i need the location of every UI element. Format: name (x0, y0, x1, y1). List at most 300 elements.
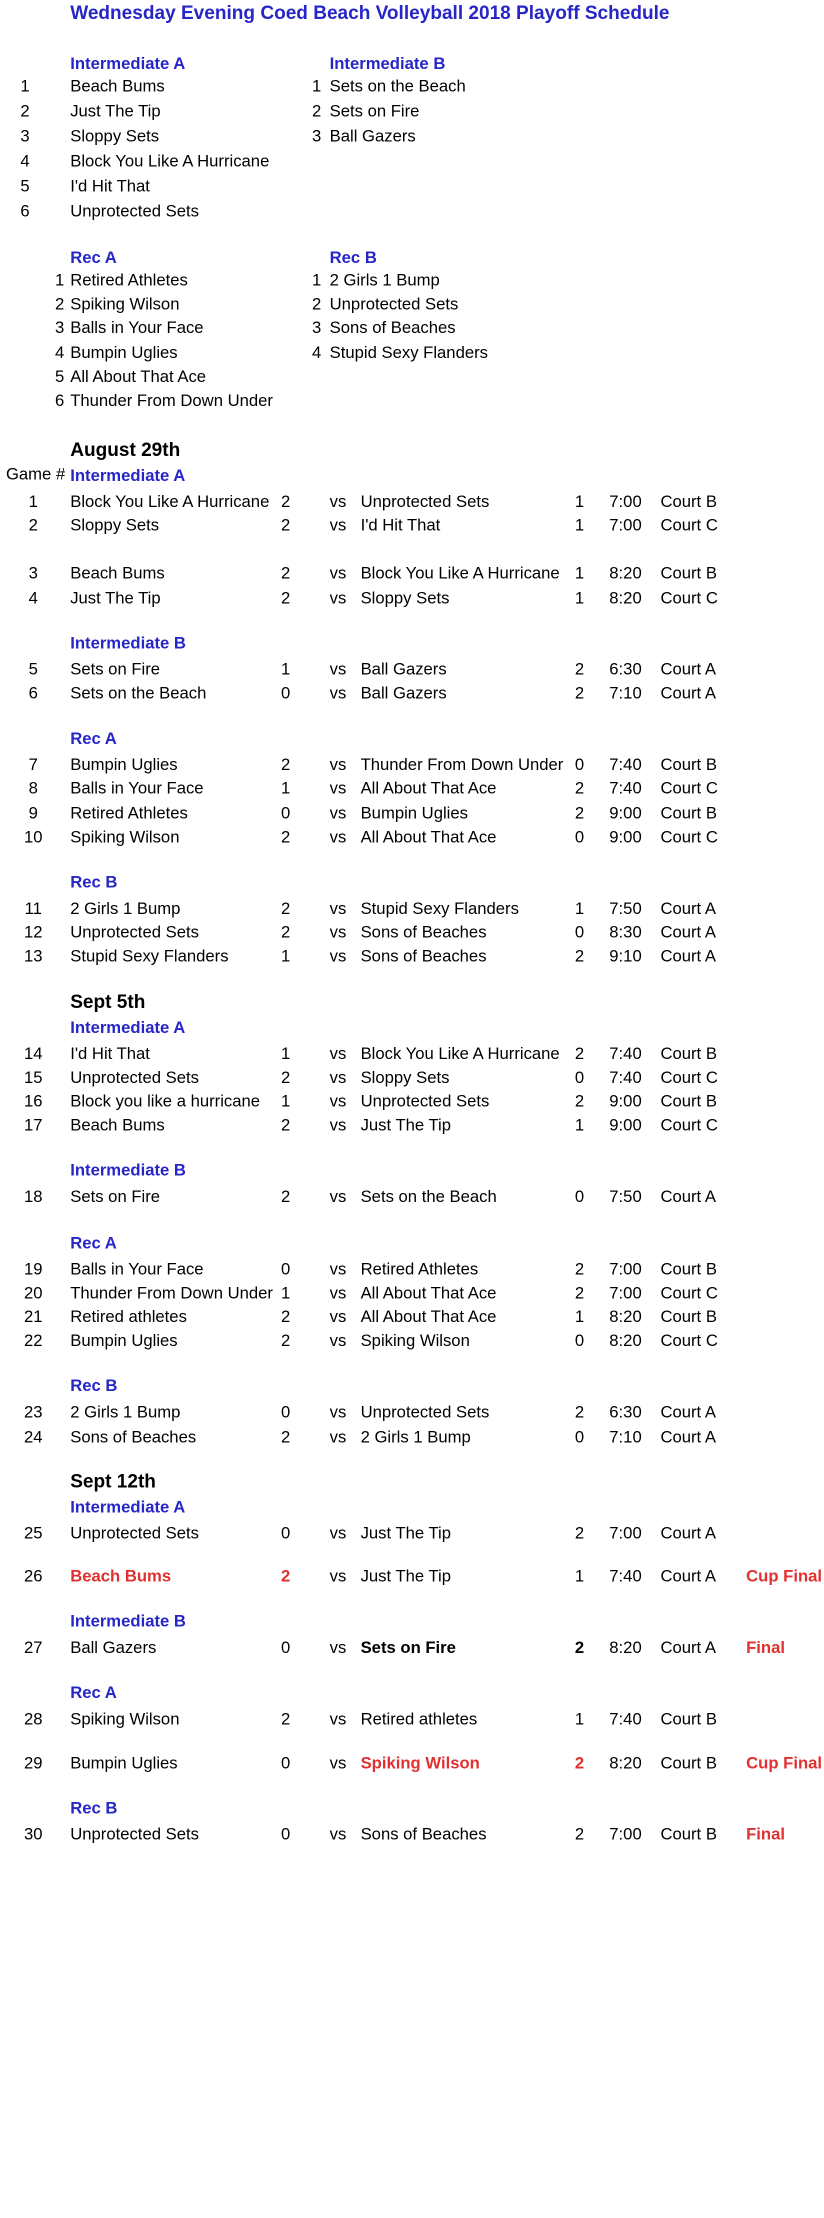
home-team: Beach Bums (70, 1566, 172, 1586)
vs-label: vs (329, 515, 347, 535)
vs-label: vs (329, 1752, 347, 1772)
game-row (0, 489, 824, 513)
home-score: 2 (280, 1709, 291, 1729)
away-team: Spiking Wilson (360, 1330, 470, 1350)
home-score: 2 (280, 1330, 291, 1350)
home-score: 2 (280, 922, 291, 942)
team-name: Balls in Your Face (70, 318, 204, 338)
home-team: Beach Bums (70, 1115, 165, 1135)
vs-label: vs (329, 898, 347, 918)
game-row (0, 1424, 824, 1448)
game-number: 15 (24, 1067, 43, 1087)
game-time: 7:00 (609, 1522, 642, 1542)
game-row (0, 1280, 824, 1304)
game-time: 6:30 (609, 659, 642, 679)
court: Court A (660, 1426, 717, 1446)
home-score: 0 (280, 802, 291, 822)
court: Court A (660, 1566, 717, 1586)
vs-label: vs (329, 1637, 347, 1657)
away-team: Bumpin Uglies (360, 802, 468, 822)
game-time: 7:40 (609, 778, 642, 798)
away-score: 2 (574, 1402, 585, 1422)
game-time: 8:20 (609, 1330, 642, 1350)
game-row (0, 1328, 824, 1352)
away-score: 2 (574, 683, 585, 703)
away-score: 2 (574, 778, 585, 798)
game-time: 9:00 (609, 1091, 642, 1111)
home-score: 2 (280, 587, 291, 607)
vs-label: vs (329, 587, 347, 607)
game-time: 9:00 (609, 826, 642, 846)
home-score: 1 (280, 1282, 291, 1302)
home-team: Retired athletes (70, 1306, 187, 1326)
court: Court B (660, 1752, 717, 1772)
game-number: 14 (24, 1043, 43, 1063)
home-score: 1 (280, 946, 291, 966)
away-team: Thunder From Down Under (360, 754, 564, 774)
game-row (0, 1256, 824, 1280)
game-row (0, 585, 824, 609)
game-number: 11 (24, 898, 42, 918)
seed-number: 4 (54, 342, 65, 362)
game-row (0, 681, 824, 705)
game-row (0, 1089, 824, 1113)
team-name: Sloppy Sets (70, 126, 160, 146)
vs-label: vs (329, 1186, 347, 1206)
team-name: Spiking Wilson (70, 294, 180, 314)
game-time: 6:30 (609, 1402, 642, 1422)
home-team: Bumpin Uglies (70, 1752, 178, 1772)
vs-label: vs (329, 1402, 347, 1422)
game-time: 7:00 (609, 1282, 642, 1302)
team-name: Block You Like A Hurricane (70, 151, 270, 171)
seed-row (0, 199, 824, 223)
game-number: 18 (24, 1186, 43, 1206)
game-time: 7:00 (609, 515, 642, 535)
division-heading: Rec A (70, 1683, 117, 1703)
away-score: 2 (574, 1258, 585, 1278)
home-score: 1 (280, 659, 291, 679)
game-time: 7:40 (609, 1043, 642, 1063)
seed-number: 4 (312, 342, 322, 362)
home-team: I'd Hit That (70, 1043, 150, 1063)
court: Court B (660, 1043, 717, 1063)
seed-number: 1 (54, 270, 65, 290)
game-time: 7:40 (609, 754, 642, 774)
seed-number: 2 (20, 101, 30, 121)
away-team: All About That Ace (360, 1306, 497, 1326)
vs-label: vs (329, 1709, 347, 1729)
game-number: 29 (24, 1752, 43, 1772)
division-heading: Intermediate B (70, 632, 186, 652)
home-score: 2 (280, 1426, 291, 1446)
division-heading: Intermediate B (70, 1611, 186, 1631)
vs-label: vs (329, 754, 347, 774)
game-number: 26 (24, 1566, 43, 1586)
home-team: Beach Bums (70, 563, 165, 583)
game-time: 7:50 (609, 1186, 642, 1206)
game-row (0, 800, 824, 824)
vs-label: vs (329, 946, 347, 966)
game-number: 20 (24, 1282, 43, 1302)
game-row (0, 1564, 824, 1588)
court: Court A (660, 898, 717, 918)
game-row (0, 561, 824, 585)
home-score: 2 (280, 1186, 291, 1206)
away-score: 1 (574, 1306, 585, 1326)
game-number: 13 (24, 946, 43, 966)
game-number: 3 (28, 563, 38, 583)
home-score: 2 (280, 563, 291, 583)
court: Court C (660, 1067, 718, 1087)
final-label: Cup Final (746, 1752, 823, 1772)
game-number: 23 (24, 1402, 43, 1422)
game-number: 4 (28, 587, 38, 607)
vs-label: vs (329, 1306, 347, 1326)
game-number: 7 (28, 754, 38, 774)
home-score: 0 (280, 1258, 291, 1278)
away-score: 2 (574, 802, 585, 822)
division-heading: Rec A (70, 247, 117, 267)
game-time: 9:10 (609, 946, 642, 966)
vs-label: vs (329, 1043, 347, 1063)
division-heading: Rec A (70, 1232, 117, 1252)
away-score: 2 (574, 659, 585, 679)
game-time: 7:40 (609, 1067, 642, 1087)
home-team: Bumpin Uglies (70, 1330, 178, 1350)
game-time: 8:20 (609, 1752, 642, 1772)
seed-number: 3 (20, 126, 30, 146)
division-heading: Intermediate A (70, 465, 186, 485)
game-number: 27 (24, 1637, 43, 1657)
team-name: Thunder From Down Under (70, 390, 273, 410)
seed-number: 6 (20, 201, 30, 221)
court: Court C (660, 826, 718, 846)
away-score: 1 (574, 1709, 585, 1729)
home-team: Spiking Wilson (70, 826, 180, 846)
home-team: Just The Tip (70, 587, 161, 607)
vs-label: vs (329, 1426, 347, 1446)
away-score: 2 (574, 1637, 585, 1657)
team-name: 2 Girls 1 Bump (329, 270, 440, 290)
game-number: 6 (28, 683, 38, 703)
away-team: Ball Gazers (360, 683, 447, 703)
away-score: 1 (574, 563, 585, 583)
game-number: 25 (24, 1522, 43, 1542)
home-score: 0 (280, 683, 291, 703)
court: Court B (660, 491, 717, 511)
date-heading: Sept 5th (70, 991, 146, 1013)
game-time: 9:00 (609, 1115, 642, 1135)
vs-label: vs (329, 1330, 347, 1350)
game-number: 21 (24, 1306, 43, 1326)
game-time: 7:00 (609, 1824, 642, 1844)
away-score: 1 (574, 898, 585, 918)
home-team: Bumpin Uglies (70, 754, 178, 774)
game-number: 9 (28, 802, 38, 822)
team-name: I'd Hit That (70, 176, 150, 196)
game-row (0, 1822, 824, 1846)
seed-row (0, 74, 824, 98)
away-team: All About That Ace (360, 1282, 497, 1302)
seed-number: 6 (54, 390, 65, 410)
away-team: Block You Like A Hurricane (360, 1043, 560, 1063)
away-team: Stupid Sexy Flanders (360, 898, 519, 918)
game-number: 28 (24, 1709, 43, 1729)
seed-row (0, 292, 824, 316)
game-row (0, 513, 824, 537)
away-score: 1 (574, 515, 585, 535)
team-name: Retired Athletes (70, 270, 188, 290)
game-number: 5 (28, 659, 38, 679)
game-number: 1 (28, 491, 38, 511)
court: Court A (660, 1186, 717, 1206)
division-heading: Intermediate B (329, 53, 446, 73)
game-number: 17 (24, 1115, 43, 1135)
game-time: 7:00 (609, 491, 642, 511)
game-number-header: Game # (5, 464, 66, 484)
game-row (0, 896, 824, 920)
game-number: 2 (28, 515, 38, 535)
court: Court C (660, 778, 718, 798)
court: Court C (660, 1115, 718, 1135)
game-time: 8:30 (609, 922, 642, 942)
game-number: 22 (24, 1330, 43, 1350)
home-team: 2 Girls 1 Bump (70, 1402, 181, 1422)
game-row (0, 1400, 824, 1424)
seed-row (0, 99, 824, 123)
home-team: Spiking Wilson (70, 1709, 180, 1729)
seed-number: 1 (20, 76, 30, 96)
game-time: 7:10 (609, 683, 642, 703)
game-row (0, 752, 824, 776)
page-title: Wednesday Evening Coed Beach Volleyball 2018 Playoff Schedule (70, 3, 670, 24)
home-score: 1 (280, 1043, 291, 1063)
home-team: Sloppy Sets (70, 515, 160, 535)
away-team: Retired Athletes (360, 1258, 479, 1278)
away-score: 1 (574, 1115, 585, 1135)
game-time: 7:50 (609, 898, 642, 918)
final-label: Final (746, 1637, 786, 1657)
seed-row (0, 340, 824, 364)
away-score: 2 (574, 1091, 585, 1111)
seed-number: 5 (20, 176, 30, 196)
home-score: 0 (280, 1522, 291, 1542)
seed-row (0, 124, 824, 148)
division-heading: Rec A (70, 728, 117, 748)
final-label: Final (746, 1824, 786, 1844)
court: Court B (660, 563, 717, 583)
vs-label: vs (329, 563, 347, 583)
court: Court A (660, 1522, 717, 1542)
away-score: 0 (574, 826, 585, 846)
home-team: Thunder From Down Under (70, 1282, 273, 1302)
game-time: 8:20 (609, 563, 642, 583)
game-number: 12 (24, 922, 43, 942)
division-heading: Intermediate A (70, 1496, 186, 1516)
home-score: 0 (280, 1824, 291, 1844)
home-team: Unprotected Sets (70, 922, 199, 942)
home-team: Stupid Sexy Flanders (70, 946, 229, 966)
team-name: Unprotected Sets (70, 201, 199, 221)
vs-label: vs (329, 1115, 347, 1135)
home-team: Block You Like A Hurricane (70, 491, 270, 511)
vs-label: vs (329, 1282, 347, 1302)
game-row (0, 1635, 824, 1659)
home-score: 1 (280, 1091, 291, 1111)
home-team: Block you like a hurricane (70, 1091, 261, 1111)
home-score: 2 (280, 1067, 291, 1087)
court: Court A (660, 1402, 717, 1422)
game-row (0, 920, 824, 944)
away-team: Sons of Beaches (360, 946, 487, 966)
away-team: Ball Gazers (360, 659, 447, 679)
home-team: Sons of Beaches (70, 1426, 197, 1446)
division-heading: Rec B (329, 247, 377, 267)
away-team: Just The Tip (360, 1522, 452, 1542)
game-row (0, 1185, 824, 1209)
home-team: Balls in Your Face (70, 1258, 204, 1278)
home-score: 2 (280, 1566, 291, 1586)
vs-label: vs (329, 1091, 347, 1111)
vs-label: vs (329, 922, 347, 942)
vs-label: vs (329, 802, 347, 822)
team-name: Just The Tip (70, 101, 161, 121)
court: Court B (660, 1258, 717, 1278)
away-score: 2 (574, 946, 585, 966)
game-row (0, 1304, 824, 1328)
game-row (0, 1521, 824, 1545)
court: Court B (660, 1709, 717, 1729)
seed-row (0, 316, 824, 340)
team-name: Bumpin Uglies (70, 342, 178, 362)
vs-label: vs (329, 1258, 347, 1278)
seed-row (0, 149, 824, 173)
home-team: Balls in Your Face (70, 778, 204, 798)
court: Court B (660, 754, 717, 774)
date-heading: Sept 12th (70, 1471, 156, 1493)
home-score: 2 (280, 898, 291, 918)
vs-label: vs (329, 826, 347, 846)
division-heading: Rec B (70, 1376, 118, 1396)
away-score: 1 (574, 587, 585, 607)
away-score: 2 (574, 1043, 585, 1063)
court: Court A (660, 1637, 717, 1657)
home-score: 2 (280, 491, 291, 511)
away-team: All About That Ace (360, 778, 497, 798)
court: Court B (660, 1091, 717, 1111)
home-score: 0 (280, 1402, 291, 1422)
game-row (0, 1041, 824, 1065)
away-team: Retired athletes (360, 1709, 478, 1729)
away-team: Just The Tip (360, 1115, 452, 1135)
court: Court B (660, 802, 717, 822)
home-score: 0 (280, 1637, 291, 1657)
away-score: 0 (574, 1186, 585, 1206)
game-row (0, 1750, 824, 1774)
vs-label: vs (329, 659, 347, 679)
game-time: 7:40 (609, 1566, 642, 1586)
court: Court C (660, 587, 718, 607)
away-score: 0 (574, 1426, 585, 1446)
home-team: Sets on Fire (70, 1186, 161, 1206)
vs-label: vs (329, 1566, 347, 1586)
vs-label: vs (329, 778, 347, 798)
away-score: 0 (574, 1067, 585, 1087)
away-team: All About That Ace (360, 826, 497, 846)
game-time: 7:00 (609, 1258, 642, 1278)
seed-row (0, 364, 824, 388)
seed-number: 4 (20, 151, 30, 171)
division-heading: Intermediate A (70, 1016, 186, 1037)
division-heading: Rec B (70, 1797, 118, 1817)
team-name: Ball Gazers (329, 126, 416, 146)
away-team: Sloppy Sets (360, 1067, 450, 1087)
home-team: 2 Girls 1 Bump (70, 898, 181, 918)
seed-number: 2 (54, 294, 65, 314)
court: Court A (660, 659, 717, 679)
team-name: Sets on Fire (329, 101, 420, 121)
home-score: 2 (280, 826, 291, 846)
team-name: Beach Bums (70, 76, 165, 96)
seed-number: 1 (312, 76, 322, 96)
home-score: 0 (280, 1752, 291, 1772)
seed-row (0, 388, 824, 412)
game-number: 24 (24, 1426, 43, 1446)
home-team: Ball Gazers (70, 1637, 157, 1657)
away-team: Spiking Wilson (360, 1752, 480, 1772)
home-team: Retired Athletes (70, 802, 188, 822)
court: Court A (660, 946, 717, 966)
seed-number: 2 (312, 101, 322, 121)
date-heading: August 29th (70, 440, 181, 461)
game-number: 16 (24, 1091, 43, 1111)
vs-label: vs (329, 1067, 347, 1087)
court: Court C (660, 515, 718, 535)
court: Court A (660, 922, 717, 942)
game-number: 30 (24, 1824, 43, 1844)
away-team: Sons of Beaches (360, 1824, 487, 1844)
away-score: 0 (574, 922, 585, 942)
home-team: Unprotected Sets (70, 1067, 199, 1087)
away-score: 2 (574, 1522, 585, 1542)
game-time: 8:20 (609, 587, 642, 607)
game-row (0, 944, 824, 968)
game-row (0, 1707, 824, 1731)
home-team: Unprotected Sets (70, 1522, 199, 1542)
seed-number: 1 (312, 270, 322, 290)
game-number: 19 (24, 1258, 43, 1278)
away-team: Sons of Beaches (360, 922, 487, 942)
away-score: 2 (574, 1282, 585, 1302)
game-number: 8 (28, 778, 38, 798)
game-time: 9:00 (609, 802, 642, 822)
home-team: Sets on Fire (70, 659, 161, 679)
court: Court B (660, 1824, 717, 1844)
away-team: Sloppy Sets (360, 587, 450, 607)
court: Court C (660, 1330, 718, 1350)
game-row (0, 776, 824, 800)
away-score: 2 (574, 1752, 585, 1772)
team-name: All About That Ace (70, 366, 207, 386)
seed-row (0, 268, 824, 292)
home-team: Sets on the Beach (70, 683, 207, 703)
team-name: Stupid Sexy Flanders (329, 342, 488, 362)
division-heading: Rec B (70, 872, 118, 892)
division-heading: Intermediate B (70, 1160, 186, 1180)
seed-number: 2 (312, 294, 322, 314)
home-score: 2 (280, 754, 291, 774)
